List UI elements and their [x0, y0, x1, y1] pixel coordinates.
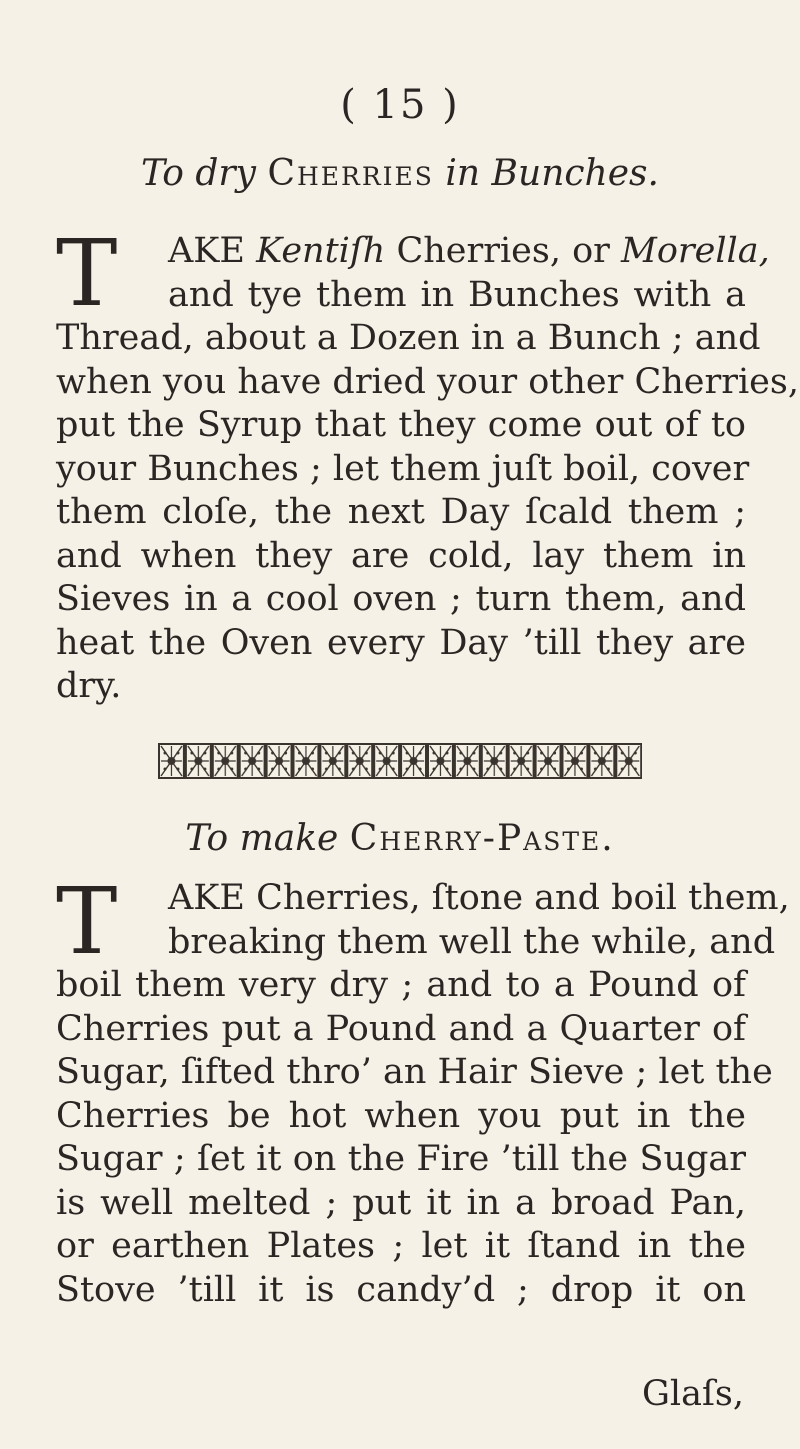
printers-ornament-icon: [158, 743, 642, 779]
text-line: Thread, about a Dozen in a Bunch ; and: [56, 318, 761, 358]
text-line: breaking them well the while, and: [168, 921, 776, 962]
text-line: them cloſe, the next Day ſcald them ;: [56, 492, 746, 532]
recipe-body-cherry-paste: [56, 868, 790, 1312]
text-line: your Bunches ; let them juſt boil, cover: [56, 448, 750, 489]
text-line: and when they are cold, lay them in: [56, 535, 746, 576]
text-line: Sugar ; ſet it on the Fire ’till the Sugar: [56, 1139, 746, 1179]
text-line: Cherries be hot when you put in the: [56, 1095, 746, 1136]
heading-main: Cherries: [267, 153, 434, 194]
text-line: put the Syrup that they come out of to: [56, 405, 746, 445]
heading-mid: in: [445, 153, 481, 194]
text-line: boil them very dry ; and to a Pound of: [56, 965, 746, 1005]
recipe-heading-dry-cherries: [0, 153, 800, 194]
text-line: Sieves in a cool oven ; turn them, and: [56, 579, 746, 619]
catchword: Glaſs,: [641, 1374, 744, 1414]
text-line: AKE Cherries, ſtone and boil them,: [168, 878, 790, 918]
heading-prefix: To: [185, 818, 229, 859]
text-line: Cherries put a Pound and a Quarter of: [56, 1008, 746, 1049]
text-line: or earthen Plates ; let it ſtand in the: [56, 1226, 746, 1266]
recipe-heading-cherry-paste: [0, 818, 800, 859]
drop-cap-1: T: [56, 220, 118, 327]
page-number: ( 15 ): [340, 82, 460, 128]
heading-prefix: To dry: [141, 153, 256, 194]
text-line: heat the Oven every Day ’till they are: [56, 622, 746, 663]
recipe-body-dry-cherries: [56, 220, 799, 709]
text-line: Stove ’till it is candy’d ; drop it on: [56, 1269, 746, 1310]
text-line: AKE Kentiſh Cherries, or Morella,: [168, 231, 770, 271]
text-line: dry.: [56, 666, 122, 706]
text-line: and tye them in Bunches with a: [168, 274, 746, 315]
text-line: Sugar, ſifted thro’ an Hair Sieve ; let the: [56, 1052, 773, 1092]
text-line: when you have dried your other Cherries,: [56, 361, 799, 402]
heading-suffix: Bunches.: [491, 153, 659, 194]
drop-cap-2: T: [56, 868, 118, 975]
heading-main: Cherry-Paste.: [349, 818, 615, 859]
text-line: is well melted ; put it in a broad Pan,: [56, 1182, 746, 1223]
heading-mid: make: [239, 818, 339, 859]
